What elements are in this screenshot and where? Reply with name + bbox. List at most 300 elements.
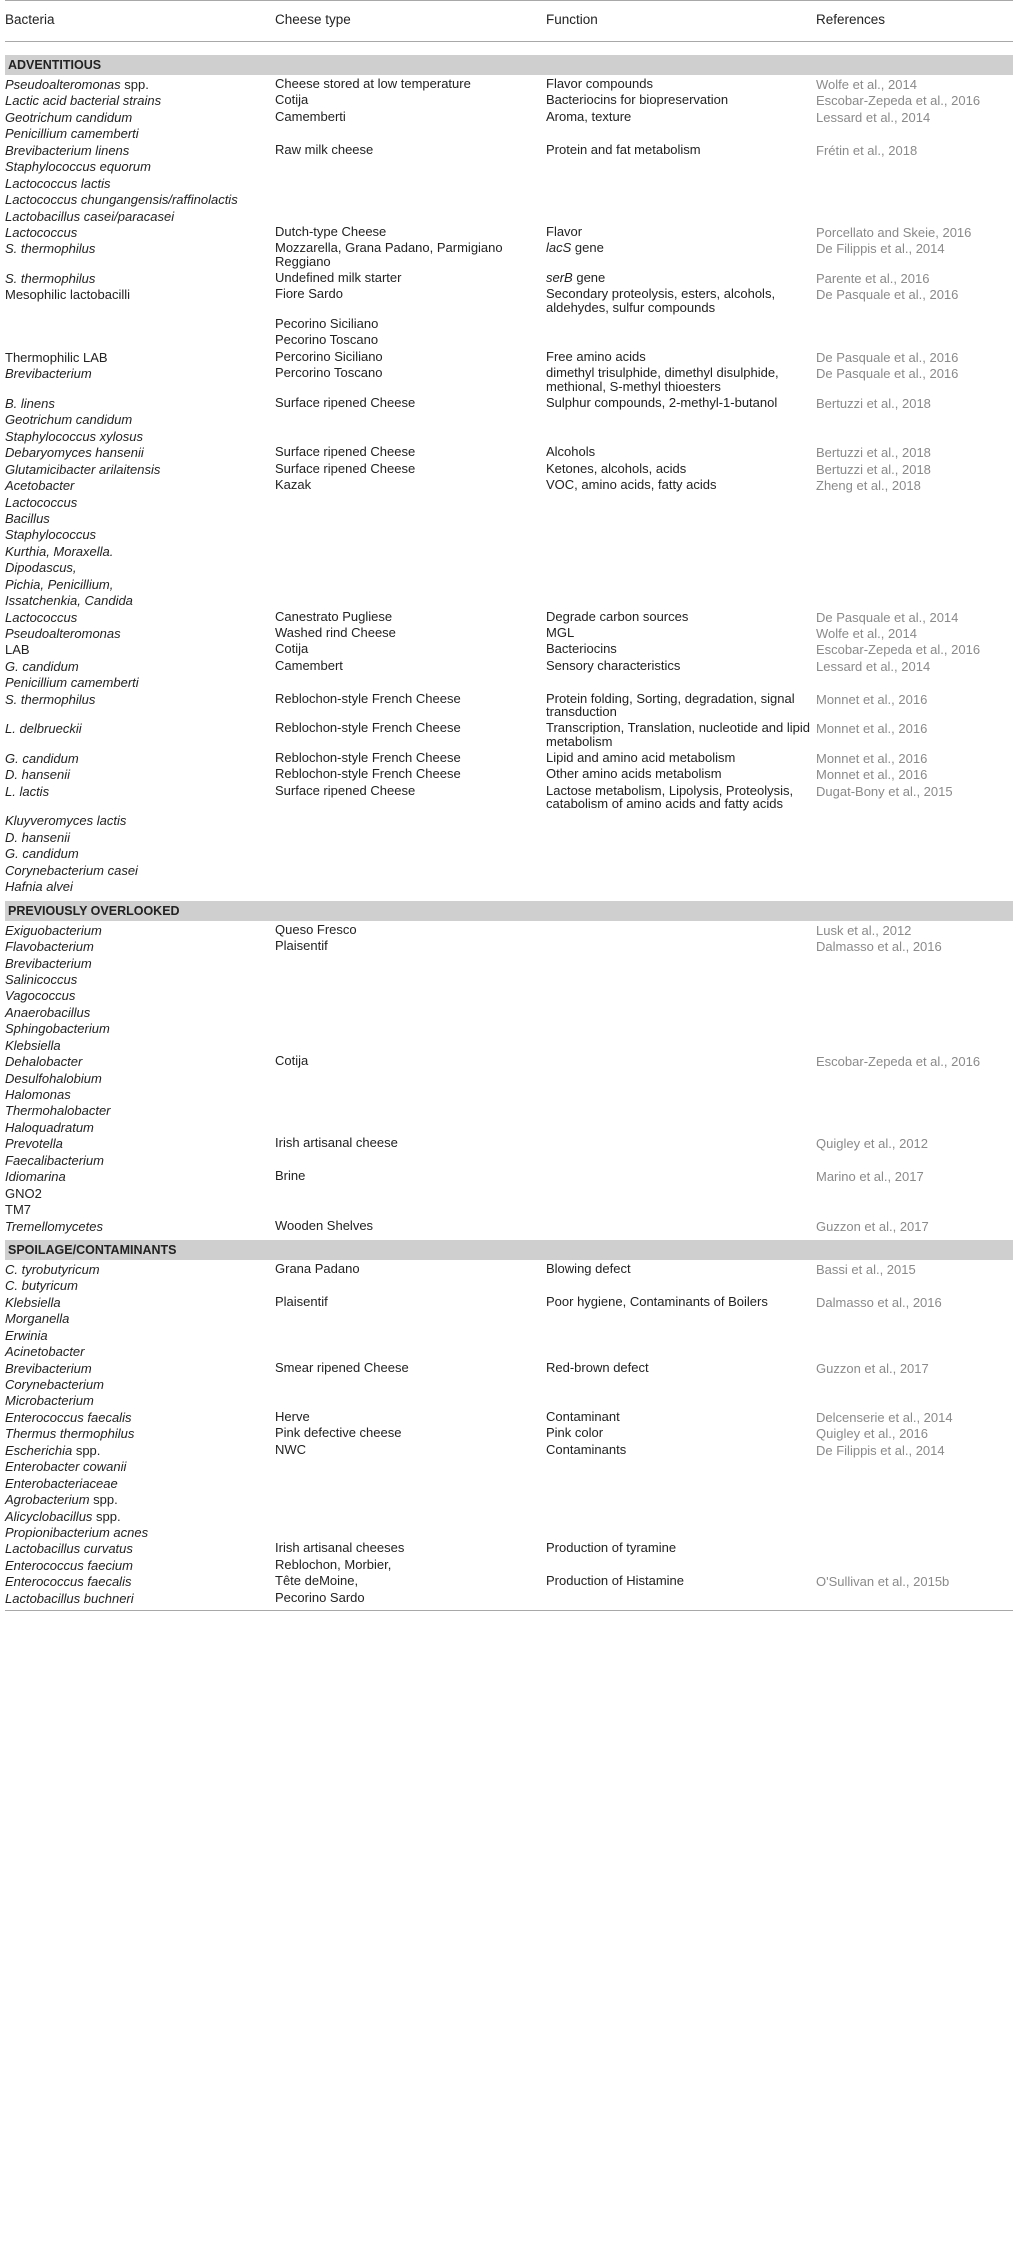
bacteria-name: Morganella [5, 1311, 70, 1327]
cell-reference: Guzzon et al., 2017 [816, 1360, 929, 1376]
cell-reference: Parente et al., 2016 [816, 270, 930, 286]
cell-cheese-type: Reblochon, Morbier, [275, 1556, 392, 1572]
bacteria-name: Enterococcus faecium [5, 1557, 133, 1573]
table-row [5, 1278, 1013, 1294]
table-row [5, 813, 1013, 829]
cell-bacteria [5, 287, 270, 303]
cell-cheese-type: Kazak [275, 477, 312, 493]
table-row [5, 429, 1013, 445]
cell-cheese-type: Irish artisanal cheese [275, 1135, 398, 1151]
table-row [5, 1295, 1013, 1311]
table-row [5, 77, 1013, 93]
table-row [5, 1054, 1013, 1070]
cell-function: Aroma, texture [546, 108, 632, 124]
cell-reference: Escobar-Zepeda et al., 2016 [816, 642, 981, 658]
cell-reference: Dalmasso et al., 2016 [816, 939, 942, 955]
cell-cheese-type: Smear ripened Cheese [275, 1359, 409, 1375]
cell-cheese-type: Raw milk cheese [275, 141, 374, 157]
cell-bacteria [5, 863, 270, 879]
cell-bacteria [5, 445, 270, 461]
table-row [5, 93, 1013, 109]
cell-bacteria [5, 1278, 270, 1294]
bacteria-name: Staphylococcus [5, 527, 97, 543]
bacteria-suffix: spp. [72, 1442, 101, 1458]
bacteria-name: Tremellomycetes [5, 1218, 104, 1234]
cell-bacteria [5, 350, 270, 366]
table-row [5, 462, 1013, 478]
cell-bacteria [5, 1103, 270, 1119]
table-header [5, 0, 1013, 42]
table-row [5, 1459, 1013, 1475]
cell-bacteria [5, 692, 270, 708]
table-row [5, 271, 1013, 287]
cell-function: Flavor [546, 223, 583, 239]
table-row [5, 1525, 1013, 1541]
cell-reference: Lessard et al., 2014 [816, 109, 931, 125]
cell-bacteria [5, 412, 270, 428]
cell-bacteria [5, 1361, 270, 1377]
bacteria-name: Lactic acid bacterial strains [5, 93, 162, 109]
cell-bacteria [5, 988, 270, 1004]
bacteria-name: Salinicoccus [5, 971, 78, 987]
cell-reference: Frétin et al., 2018 [816, 142, 918, 158]
table-row [5, 1377, 1013, 1393]
bacteria-name: Mesophilic lactobacilli [5, 287, 130, 303]
cell-bacteria [5, 879, 270, 895]
table-row [5, 143, 1013, 159]
table-body [5, 54, 1013, 1607]
cell-cheese-type: Queso Fresco [275, 921, 357, 937]
bacteria-name: G. candidum [5, 846, 79, 862]
cell-function: Contaminant [546, 1408, 620, 1424]
bacteria-name: Erwinia [5, 1327, 48, 1343]
cell-bacteria [5, 1525, 270, 1541]
bacteria-name: Pseudoalteromonas [5, 626, 121, 642]
cell-cheese-type: Percorino Siciliano [275, 348, 383, 364]
bacteria-name: S. thermophilus [5, 270, 96, 286]
table-row [5, 192, 1013, 208]
cell-bacteria [5, 642, 270, 658]
cell-bacteria [5, 830, 270, 846]
table-row [5, 751, 1013, 767]
table-row [5, 478, 1013, 494]
cell-bacteria [5, 751, 270, 767]
cell-bacteria [5, 396, 270, 412]
bacteria-name: Agrobacterium [5, 1492, 90, 1508]
cell-bacteria [5, 813, 270, 829]
bacteria-name: Klebsiella [5, 1037, 61, 1053]
cell-bacteria [5, 1509, 270, 1525]
bacteria-name: Brevibacterium [5, 1360, 92, 1376]
table-row [5, 1202, 1013, 1218]
table-row [5, 350, 1013, 366]
cell-reference: De Filippis et al., 2014 [816, 1442, 945, 1458]
table-row [5, 923, 1013, 939]
cell-bacteria [5, 209, 270, 225]
cell-cheese-type: Pink defective cheese [275, 1425, 402, 1441]
table-row [5, 593, 1013, 609]
cell-cheese-type: Cotija [275, 92, 309, 108]
cell-bacteria [5, 1136, 270, 1152]
bacteria-name: Microbacterium [5, 1393, 94, 1409]
cell-cheese-type: Pecorino Sardo [275, 1589, 365, 1605]
gene-suffix: gene [571, 240, 604, 256]
cell-function: VOC, amino acids, fatty acids [546, 477, 717, 493]
bacteria-name: Lactobacillus casei/paracasei [5, 208, 175, 224]
bacteria-name: Enterococcus faecalis [5, 1574, 132, 1590]
cell-reference: Monnet et al., 2016 [816, 750, 928, 766]
cell-bacteria [5, 1426, 270, 1442]
bacteria-name: Thermus thermophilus [5, 1426, 135, 1442]
cell-bacteria [5, 1071, 270, 1087]
cell-bacteria [5, 527, 270, 543]
bacteria-name: D. hansenii [5, 767, 71, 783]
bacteria-name: Hafnia alvei [5, 879, 73, 895]
cell-function [546, 241, 811, 255]
bacteria-name: Debaryomyces hansenii [5, 445, 144, 461]
cell-function: Ketones, alcohols, acids [546, 460, 687, 476]
bacteria-name: Brevibacterium [5, 955, 92, 971]
cell-reference: Bertuzzi et al., 2018 [816, 445, 931, 461]
cell-bacteria [5, 192, 270, 208]
table-row [5, 333, 1013, 349]
cell-bacteria [5, 675, 270, 691]
cell-bacteria [5, 462, 270, 478]
cell-function: Transcription, Translation, nucleotide and lipid metabolism [546, 720, 810, 749]
bacteria-name: Lactococcus [5, 224, 78, 240]
cell-bacteria [5, 126, 270, 142]
cell-bacteria [5, 1591, 270, 1607]
cell-reference: Zheng et al., 2018 [816, 478, 921, 494]
cell-function: Other amino acids metabolism [546, 766, 722, 782]
cell-reference: Bertuzzi et al., 2018 [816, 395, 931, 411]
bacteria-name: Thermohalobacter [5, 1103, 111, 1119]
cell-bacteria [5, 972, 270, 988]
bacteria-name: Enterococcus faecalis [5, 1409, 132, 1425]
cell-bacteria [5, 1038, 270, 1054]
cell-bacteria [5, 1295, 270, 1311]
table-row [5, 863, 1013, 879]
bacteria-name: C. tyrobutyricum [5, 1261, 100, 1277]
cell-function: Bacteriocins [546, 641, 617, 657]
bacteria-name: L. delbrueckii [5, 721, 82, 737]
bacteria-name: Penicillium camemberti [5, 675, 139, 691]
cell-bacteria [5, 1410, 270, 1426]
cell-cheese-type: Grana Padano [275, 1260, 360, 1276]
cell-bacteria [5, 241, 270, 257]
cell-reference: Monnet et al., 2016 [816, 691, 928, 707]
cell-cheese-type: Pecorino Toscano [275, 332, 379, 348]
cell-cheese-type: Wooden Shelves [275, 1217, 374, 1233]
gene-name: serB [546, 269, 573, 285]
cell-function: Flavor compounds [546, 76, 653, 91]
table-row [5, 1574, 1013, 1590]
table-row [5, 1426, 1013, 1442]
bacteria-name: Klebsiella [5, 1294, 61, 1310]
table-row [5, 1509, 1013, 1525]
cell-reference: De Pasquale et al., 2016 [816, 287, 959, 303]
table-row [5, 445, 1013, 461]
bacteria-name: Geotrichum candidum [5, 109, 133, 125]
bacteria-name: Thermophilic LAB [5, 349, 108, 365]
cell-bacteria [5, 1153, 270, 1169]
table-row [5, 527, 1013, 543]
cell-cheese-type: Surface ripened Cheese [275, 782, 416, 798]
cell-function: Red-brown defect [546, 1359, 649, 1375]
bacteria-name: Propionibacterium acnes [5, 1524, 149, 1540]
table-row [5, 176, 1013, 192]
cell-bacteria [5, 1186, 270, 1202]
cell-bacteria [5, 1021, 270, 1037]
bacteria-name: Staphylococcus xylosus [5, 428, 144, 444]
bacteria-name: Pichia, Penicillium, [5, 576, 114, 592]
table-row [5, 659, 1013, 675]
cell-cheese-type: Camembert [275, 657, 343, 673]
cell-cheese-type: Surface ripened Cheese [275, 460, 416, 476]
cell-bacteria [5, 1377, 270, 1393]
cell-function: Lipid and amino acid metabolism [546, 749, 736, 765]
cell-reference: Lessard et al., 2014 [816, 658, 931, 674]
cell-bacteria [5, 176, 270, 192]
cell-bacteria [5, 659, 270, 675]
bacteria-name: S. thermophilus [5, 691, 96, 707]
cell-bacteria [5, 1541, 270, 1557]
bacteria-name: Escherichia [5, 1442, 73, 1458]
bacteria-name: G. candidum [5, 750, 79, 766]
cell-function: Protein folding, Sorting, degradation, signal transduction [546, 690, 795, 720]
cell-cheese-type: Washed rind Cheese [275, 625, 396, 641]
bacteria-name: Dipodascus, [5, 560, 77, 576]
cell-bacteria [5, 544, 270, 560]
bacteria-name: Kluyveromyces lactis [5, 813, 127, 829]
cell-reference: Escobar-Zepeda et al., 2016 [816, 1054, 981, 1070]
cell-function: dimethyl trisulphide, dimethyl disulphide, methional, S-methyl thioesters [546, 365, 779, 394]
cell-reference: De Pasquale et al., 2014 [816, 609, 959, 625]
cell-cheese-type: Pecorino Siciliano [275, 316, 379, 331]
cell-bacteria [5, 939, 270, 955]
bacteria-name: LAB [5, 642, 30, 658]
bacteria-name: Lactococcus lactis [5, 175, 111, 191]
cell-bacteria [5, 610, 270, 626]
cell-cheese-type: Surface ripened Cheese [275, 444, 416, 460]
cell-function: Alcohols [546, 444, 596, 460]
bacteria-name: Sphingobacterium [5, 1021, 110, 1037]
cell-bacteria [5, 560, 270, 576]
cell-reference: Dugat-Bony et al., 2015 [816, 783, 953, 799]
cell-reference: Porcellato and Skeie, 2016 [816, 224, 972, 240]
cell-cheese-type: Cheese stored at low temperature [275, 76, 471, 91]
cell-bacteria [5, 1459, 270, 1475]
table-row [5, 1219, 1013, 1235]
cell-cheese-type: Surface ripened Cheese [275, 394, 416, 410]
cell-function: Production of tyramine [546, 1540, 677, 1556]
cell-bacteria [5, 1054, 270, 1070]
cell-bacteria [5, 767, 270, 783]
cell-cheese-type: Irish artisanal cheeses [275, 1540, 405, 1556]
cell-cheese-type: Mozzarella, Grana Padano, Parmigiano Reggiano [275, 240, 503, 269]
cell-cheese-type: Reblochon-style French Cheese [275, 766, 461, 782]
cell-function: Protein and fat metabolism [546, 141, 701, 157]
bacteria-name: Corynebacterium [5, 1377, 104, 1392]
cell-reference: De Pasquale et al., 2016 [816, 349, 959, 365]
table-row [5, 784, 1013, 814]
bacteria-name: Corynebacterium casei [5, 862, 138, 878]
table-row [5, 1410, 1013, 1426]
cell-reference: Wolfe et al., 2014 [816, 77, 917, 92]
cell-function: Free amino acids [546, 348, 646, 364]
gene-name: lacS [546, 240, 572, 256]
table-row [5, 1262, 1013, 1278]
cell-bacteria [5, 626, 270, 642]
bacteria-name: Vagococcus [5, 988, 76, 1004]
table-row [5, 126, 1013, 142]
bacteria-name: S. thermophilus [5, 241, 96, 257]
cell-bacteria [5, 110, 270, 126]
cell-bacteria [5, 1087, 270, 1103]
cell-reference: Marino et al., 2017 [816, 1169, 924, 1185]
section-header: PREVIOUSLY OVERLOOKED [5, 900, 1013, 921]
table-row [5, 1120, 1013, 1136]
table-row [5, 1541, 1013, 1557]
bacteria-name: Desulfohalobium [5, 1070, 102, 1086]
cell-cheese-type: Herve [275, 1408, 310, 1424]
cell-cheese-type: NWC [275, 1441, 307, 1457]
cell-reference: Bertuzzi et al., 2018 [816, 461, 931, 477]
bacteria-name: Enterobacteriaceae [5, 1475, 118, 1491]
cell-bacteria [5, 225, 270, 241]
table-row [5, 767, 1013, 783]
table-row [5, 1186, 1013, 1202]
cell-reference: Delcenserie et al., 2014 [816, 1409, 953, 1425]
cell-function: Bacteriocins for biopreservation [546, 92, 729, 108]
bacteria-name: Idiomarina [5, 1169, 66, 1185]
cell-reference: Monnet et al., 2016 [816, 721, 928, 737]
cell-cheese-type: Undefined milk starter [275, 269, 402, 285]
table-row [5, 366, 1013, 396]
table-bottom-rule [5, 1610, 1013, 1611]
cell-bacteria [5, 577, 270, 593]
table-row [5, 1038, 1013, 1054]
table-row [5, 1136, 1013, 1152]
cell-function: Blowing defect [546, 1260, 631, 1276]
cell-bacteria [5, 1476, 270, 1492]
bacteria-name: Dehalobacter [5, 1054, 83, 1070]
table-row [5, 1443, 1013, 1459]
cell-bacteria [5, 159, 270, 175]
cell-bacteria [5, 593, 270, 609]
table-row [5, 879, 1013, 895]
cell-function [546, 271, 811, 285]
cell-reference: Monnet et al., 2016 [816, 767, 928, 783]
cell-reference: Quigley et al., 2012 [816, 1136, 929, 1152]
bacteria-name: Halomonas [5, 1087, 71, 1102]
cell-bacteria [5, 93, 270, 109]
bacteria-name: Lactobacillus curvatus [5, 1541, 133, 1557]
table-row [5, 721, 1013, 751]
table-row [5, 1103, 1013, 1119]
cell-bacteria [5, 495, 270, 511]
bacteria-name: Exiguobacterium [5, 922, 102, 938]
cell-reference: Bassi et al., 2015 [816, 1261, 916, 1277]
table-row [5, 610, 1013, 626]
bacteria-name: Enterobacter cowanii [5, 1459, 127, 1475]
cell-reference: De Filippis et al., 2014 [816, 241, 945, 257]
cell-reference: De Pasquale et al., 2016 [816, 366, 959, 382]
cell-cheese-type: Cotija [275, 641, 309, 657]
table-row [5, 225, 1013, 241]
cell-cheese-type: Reblochon-style French Cheese [275, 690, 461, 706]
bacteria-name: Lactococcus [5, 494, 78, 510]
table-row [5, 1169, 1013, 1185]
cell-function: Poor hygiene, Contaminants of Boilers [546, 1293, 768, 1309]
cell-bacteria [5, 143, 270, 159]
cell-function: Pink color [546, 1425, 604, 1441]
table-row [5, 1311, 1013, 1327]
header-cheese-type: Cheese type [275, 12, 351, 27]
cell-cheese-type: Percorino Toscano [275, 365, 383, 381]
table-row [5, 1361, 1013, 1377]
cell-cheese-type: Reblochon-style French Cheese [275, 720, 461, 736]
cell-function: Sensory characteristics [546, 657, 681, 673]
cell-bacteria [5, 1574, 270, 1590]
cell-bacteria [5, 1219, 270, 1235]
cell-bacteria [5, 429, 270, 445]
table-row [5, 412, 1013, 428]
cell-function: Secondary proteolysis, esters, alcohols, aldehydes, sulfur compounds [546, 286, 776, 315]
cell-cheese-type: Plaisentif [275, 938, 328, 954]
cell-bacteria [5, 1005, 270, 1021]
bacteria-name: Lactobacillus buchneri [5, 1590, 134, 1606]
table-row [5, 956, 1013, 972]
cell-bacteria [5, 366, 270, 382]
section-header: SPOILAGE/CONTAMINANTS [5, 1239, 1013, 1260]
table-row [5, 1153, 1013, 1169]
bacteria-name: G. candidum [5, 658, 79, 674]
cell-reference: Lusk et al., 2012 [816, 922, 912, 938]
table-row [5, 1492, 1013, 1508]
table-row [5, 287, 1013, 317]
cell-bacteria [5, 1393, 270, 1409]
bacteria-name: TM7 [5, 1202, 31, 1218]
bacteria-name: Acinetobacter [5, 1344, 85, 1360]
bacteria-name: Glutamicibacter arilaitensis [5, 461, 161, 477]
bacteria-name: Geotrichum candidum [5, 412, 133, 428]
cell-reference: Quigley et al., 2016 [816, 1426, 929, 1442]
header-function: Function [546, 12, 598, 27]
bacteria-name: GNO2 [5, 1185, 42, 1201]
bacteria-name: Lactococcus chungangensis/raffinolactis [5, 192, 238, 208]
bacteria-name: Bacillus [5, 510, 50, 526]
bacteria-name: Alicyclobacillus [5, 1508, 93, 1524]
table-row [5, 626, 1013, 642]
cell-bacteria [5, 1443, 270, 1459]
bacteria-name: Lactococcus [5, 609, 78, 625]
cell-bacteria [5, 1492, 270, 1508]
table-row [5, 988, 1013, 1004]
bacteria-name: B. linens [5, 395, 55, 411]
cell-bacteria [5, 1328, 270, 1344]
cell-bacteria [5, 1202, 270, 1218]
table-row [5, 1393, 1013, 1409]
bacteria-suffix: spp. [92, 1508, 121, 1524]
bacteria-name: Penicillium camemberti [5, 126, 139, 142]
bacteria-name: Anaerobacillus [5, 1004, 91, 1020]
bacteria-suffix: spp. [120, 77, 149, 92]
cell-bacteria [5, 511, 270, 527]
table-row [5, 939, 1013, 955]
cell-function: Sulphur compounds, 2-methyl-1-butanol [546, 394, 778, 410]
table-row [5, 642, 1013, 658]
